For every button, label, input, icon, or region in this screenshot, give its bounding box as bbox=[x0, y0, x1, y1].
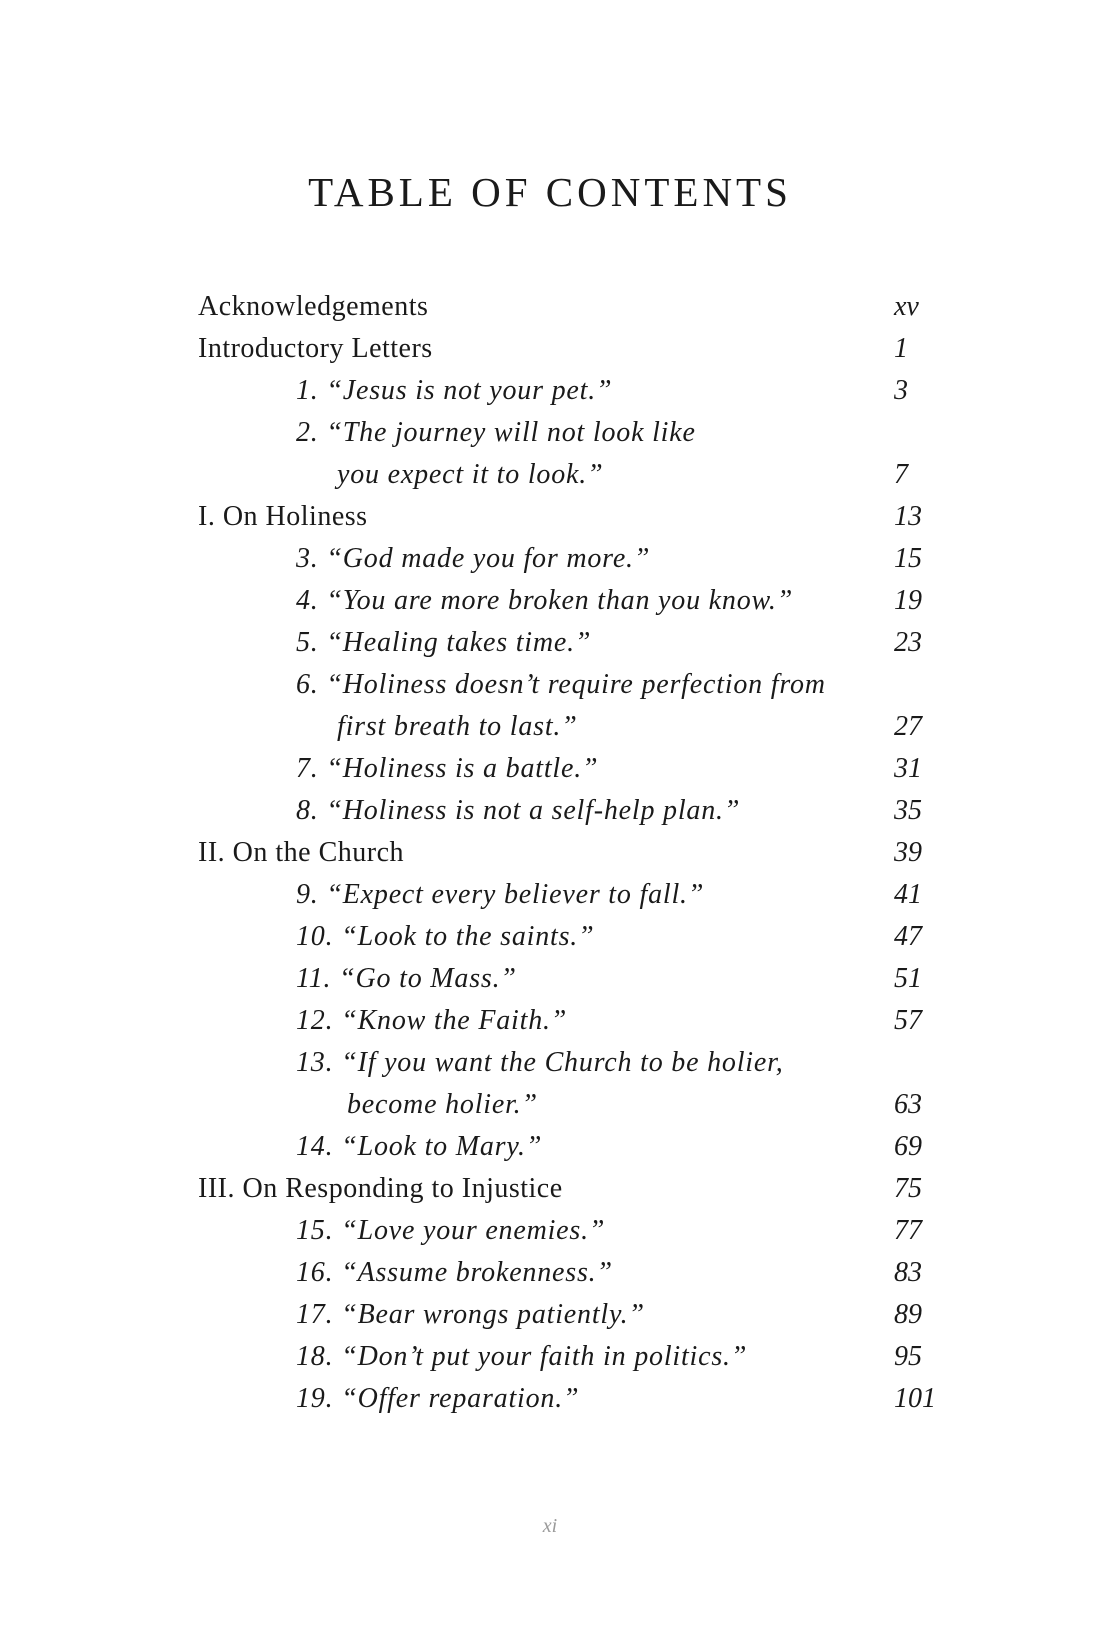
toc-page-number: 27 bbox=[894, 711, 922, 742]
toc-label: I. On Holiness bbox=[198, 501, 368, 532]
toc-page-number: 13 bbox=[894, 501, 922, 532]
toc-row bbox=[198, 874, 938, 916]
toc-page-number: 1 bbox=[894, 333, 908, 364]
toc-page-number: 95 bbox=[894, 1341, 922, 1372]
toc-page-number: 31 bbox=[894, 753, 922, 784]
toc-row bbox=[198, 1042, 938, 1084]
toc-row bbox=[198, 1126, 938, 1168]
toc-row bbox=[198, 1294, 938, 1336]
toc-label: 4. “You are more broken than you know.” bbox=[296, 585, 794, 616]
toc-row bbox=[198, 1378, 938, 1420]
toc-page-number: 39 bbox=[894, 837, 922, 868]
toc-row bbox=[198, 1210, 938, 1252]
toc-row bbox=[198, 748, 938, 790]
toc-page-number: 101 bbox=[894, 1383, 936, 1414]
toc-row bbox=[198, 958, 938, 1000]
toc-page-number: 3 bbox=[894, 375, 908, 406]
toc-page-number: 63 bbox=[894, 1089, 922, 1120]
toc-page-number: 77 bbox=[894, 1215, 922, 1246]
toc-label: 16. “Assume brokenness.” bbox=[296, 1257, 613, 1288]
toc-label: 8. “Holiness is not a self-help plan.” bbox=[296, 795, 741, 826]
toc-row bbox=[198, 412, 938, 454]
toc-row bbox=[198, 1168, 938, 1210]
toc-row bbox=[198, 664, 938, 706]
toc-label: you expect it to look.” bbox=[337, 459, 604, 490]
toc-label: 10. “Look to the saints.” bbox=[296, 921, 595, 952]
toc-page-number: 7 bbox=[894, 459, 908, 490]
toc-label: 19. “Offer reparation.” bbox=[296, 1383, 580, 1414]
toc-page-number: 89 bbox=[894, 1299, 922, 1330]
toc-label: III. On Responding to Injustice bbox=[198, 1173, 563, 1204]
toc-label: first breath to last.” bbox=[337, 711, 578, 742]
toc-page-number: 19 bbox=[894, 585, 922, 616]
toc-row bbox=[198, 916, 938, 958]
toc-label: 15. “Love your enemies.” bbox=[296, 1215, 606, 1246]
page-folio: xi bbox=[542, 1515, 558, 1537]
toc-label: 11. “Go to Mass.” bbox=[296, 963, 517, 994]
toc-row bbox=[198, 622, 938, 664]
toc-row bbox=[198, 496, 938, 538]
toc-page-number: 41 bbox=[894, 879, 922, 910]
toc-row bbox=[198, 1336, 938, 1378]
toc-label: 12. “Know the Faith.” bbox=[296, 1005, 568, 1036]
toc-label: 1. “Jesus is not your pet.” bbox=[296, 375, 613, 406]
toc-label: 9. “Expect every believer to fall.” bbox=[296, 879, 705, 910]
table-of-contents bbox=[198, 286, 938, 1420]
toc-page-number: 35 bbox=[894, 795, 922, 826]
toc-page-number: xv bbox=[894, 291, 919, 322]
toc-label: 2. “The journey will not look like bbox=[296, 417, 696, 448]
toc-label: become holier.” bbox=[347, 1089, 538, 1120]
toc-label: 14. “Look to Mary.” bbox=[296, 1131, 543, 1162]
page-title: TABLE OF CONTENTS bbox=[308, 169, 792, 215]
toc-row bbox=[198, 1252, 938, 1294]
toc-page-number: 69 bbox=[894, 1131, 922, 1162]
toc-page-number: 47 bbox=[894, 921, 922, 952]
toc-label: Acknowledgements bbox=[198, 291, 429, 322]
toc-label: Introductory Letters bbox=[198, 333, 433, 364]
toc-row bbox=[198, 1084, 938, 1126]
toc-label: 5. “Healing takes time.” bbox=[296, 627, 592, 658]
toc-row bbox=[198, 454, 938, 496]
toc-page-number: 57 bbox=[894, 1005, 922, 1036]
toc-row bbox=[198, 538, 938, 580]
toc-label: 6. “Holiness doesn’t require perfection from bbox=[296, 669, 826, 700]
toc-label: 17. “Bear wrongs patiently.” bbox=[296, 1299, 645, 1330]
toc-row bbox=[198, 1000, 938, 1042]
toc-page-number: 15 bbox=[894, 543, 922, 574]
toc-label: II. On the Church bbox=[198, 837, 405, 868]
toc-row bbox=[198, 286, 938, 328]
toc-label: 13. “If you want the Church to be holier, bbox=[296, 1047, 784, 1078]
toc-page-number: 83 bbox=[894, 1257, 922, 1288]
toc-page-number: 75 bbox=[894, 1173, 922, 1204]
toc-label: 7. “Holiness is a battle.” bbox=[296, 753, 599, 784]
toc-label: 3. “God made you for more.” bbox=[296, 543, 651, 574]
toc-row bbox=[198, 370, 938, 412]
toc-row bbox=[198, 706, 938, 748]
toc-row bbox=[198, 580, 938, 622]
toc-page-number: 23 bbox=[894, 627, 922, 658]
toc-page-number: 51 bbox=[894, 963, 922, 994]
toc-label: 18. “Don’t put your faith in politics.” bbox=[296, 1341, 748, 1372]
toc-row bbox=[198, 832, 938, 874]
toc-row bbox=[198, 328, 938, 370]
toc-row bbox=[198, 790, 938, 832]
